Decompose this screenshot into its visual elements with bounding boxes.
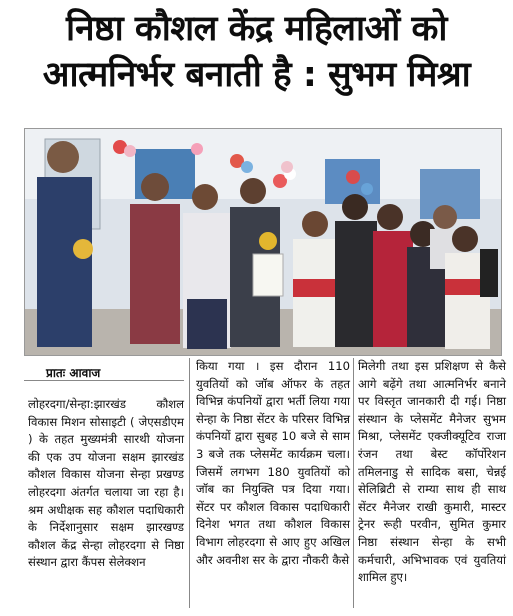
column-divider-1	[189, 358, 190, 608]
headline	[0, 6, 513, 98]
article-column-3: मिलेगी तथा इस प्रशिक्षण से कैसे आगे बढ़ेंगे तथा आत्मनिर्भर बनाने पर विस्तृत जानकारी दी गई। निष्ठा संस्थान के प्लेसमेंट मैनेजर सुभम मिश्रा, प्लेसमेंट एक्जीक्यूटिव राजा रंजन तथा बेस्ट कॉर्पोरेशन तमिलनाडु से सादिक बसा, चेन्नई सेलिब्रिटी से राम्या साथ ही साथ सेंटर मैनेजर राखी कुमारी, मास्टर ट्रेनर रूही परवीन, सुमित कुमार निष्ठा संस्थान सेन्हा के सभी कर्मचारी, अभिभावक एवं युवतियां शामिल हुए।	[358, 359, 506, 585]
article-column-2: किया गया । इस दौरान 110 युवतियों को जॉब ऑफर के तहत विभिन्न कंपनियों द्वारा भर्ती लिया गया सेन्हा के निष्ठा सेंटर के परिसर विभिन्न कंपनियों द्वारा सुबह 10 बजे से साम 3 बजे तक प्लेसमेंट कार्यक्रम चला। जिसमें लगभग 180 युवतियों को जॉब का नियुक्ति पत्र दिया गया। सेंटर पर कौशल विकास पदाधिकारी दिनेश भगत तथा कौशल विकास विभाग लोहरदगा से आए हुए अखिल और अवनीश सर के द्वारा नौकरी कैसे	[196, 359, 350, 567]
news-photo	[24, 128, 502, 356]
headline-line-2: आत्मनिर्भर बनाती है : सुभम मिश्रा	[42, 55, 471, 95]
article-column-1: लोहरदगा/सेन्हा:झारखंड कौशल विकास मिशन सोसाइटी ( जेएसडीएम ) के तहत मुख्यमंत्री सारथी योजना की एक उप योजना सक्षम झारखंड कौशल विकास योजना सेन्हा प्रखण्ड लोहरदगा अंतर्गत चलाया जा रहा है। श्रम अधीक्षक सह कौशल पदाधिकारी के निर्देशानुसार सक्षम झारखण्ड कौशल केंद्र सेन्हा लोहरदगा से निष्ठा संस्थान द्वारा कैंपस सेलेक्शन	[28, 397, 184, 570]
column-divider-2	[353, 358, 354, 608]
byline: प्रातः आवाज	[46, 366, 101, 380]
headline-line-1: निष्ठा कौशल केंद्र महिलाओं को	[66, 9, 447, 49]
